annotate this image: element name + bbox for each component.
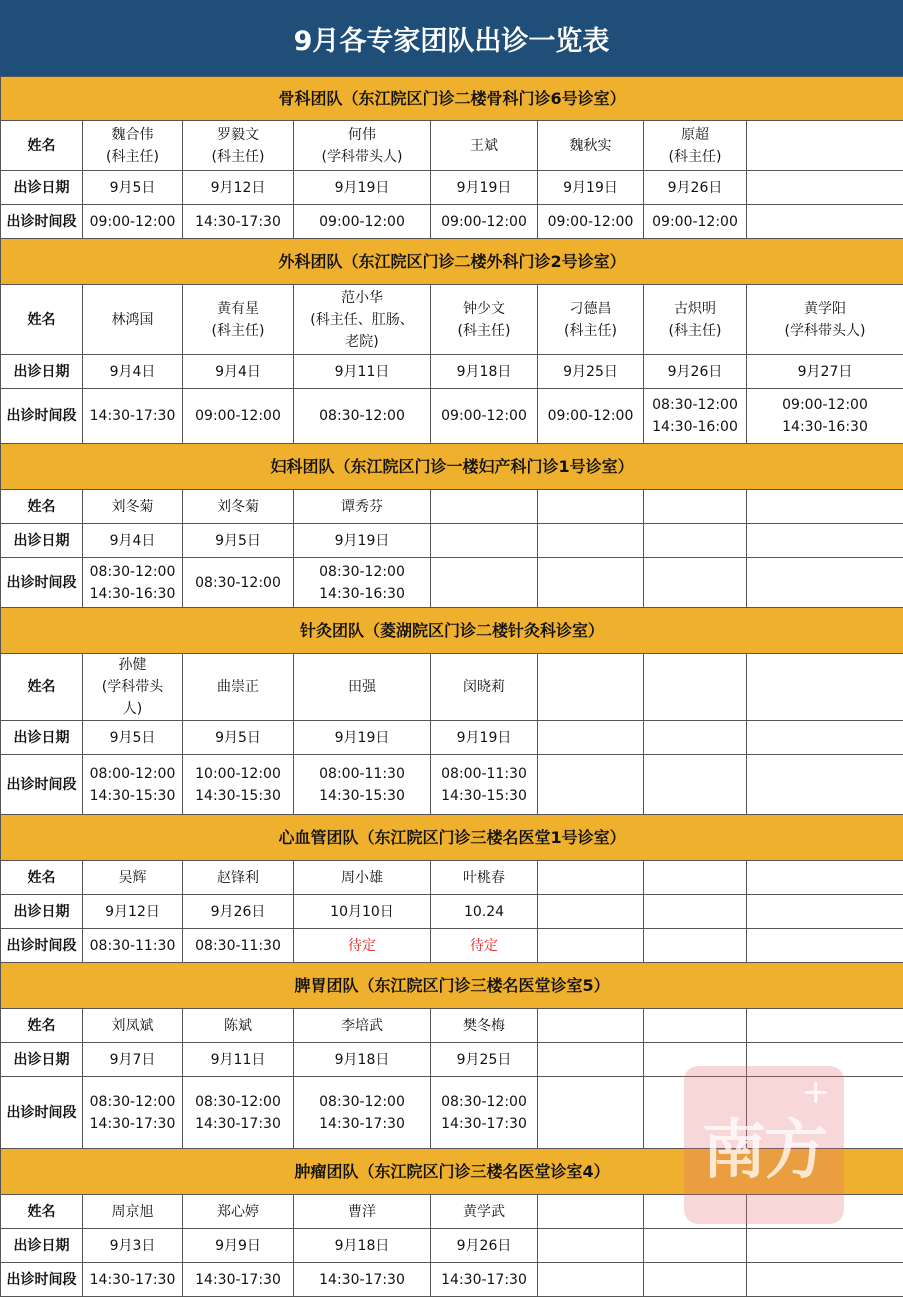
visit-date-cell: 9月12日 — [83, 895, 183, 929]
visit-date-cell: 9月3日 — [83, 1229, 183, 1263]
doctor-name-line: 李培武 — [294, 1015, 430, 1037]
doctor-name-line: 曲崇正 — [183, 676, 293, 698]
doctor-name-line: 范小华 — [294, 287, 430, 309]
doctor-name-line: (学科带头人) — [294, 146, 430, 168]
visit-date-cell: 9月26日 — [644, 171, 747, 205]
section-header: 肿瘤团队（东江院区门诊三楼名医堂诊室4） — [1, 1149, 903, 1195]
empty-cell — [747, 490, 903, 524]
visit-time-cell — [294, 1077, 431, 1149]
time-row — [1, 389, 903, 444]
empty-cell — [538, 1229, 644, 1263]
visit-time-cell — [83, 389, 183, 444]
visit-time-cell — [83, 205, 183, 239]
section-header: 针灸团队（菱湖院区门诊二楼针灸科诊室） — [1, 608, 903, 654]
visit-time-line: 08:30-12:00 — [294, 1091, 430, 1113]
visit-date-cell: 9月4日 — [183, 355, 294, 389]
empty-cell — [747, 895, 903, 929]
section-header-row — [1, 963, 903, 1009]
empty-cell — [747, 654, 903, 721]
visit-time-line: 09:00-12:00 — [294, 211, 430, 233]
time-row — [1, 205, 903, 239]
visit-date-cell: 9月25日 — [538, 355, 644, 389]
empty-cell — [644, 721, 747, 755]
empty-cell — [538, 1195, 644, 1229]
doctor-name-cell — [294, 490, 431, 524]
visit-time-line: 14:30-16:30 — [294, 583, 430, 605]
doctor-name-cell — [183, 121, 294, 171]
doctor-name-cell — [431, 654, 538, 721]
visit-date-cell: 9月9日 — [183, 1229, 294, 1263]
visit-time-cell — [294, 389, 431, 444]
visit-time-line: 08:30-11:30 — [183, 935, 293, 957]
doctor-name-line: 黄学武 — [431, 1201, 537, 1223]
watermark-plus: + — [802, 1072, 831, 1112]
empty-cell — [644, 895, 747, 929]
doctor-name-line: 周小雄 — [294, 867, 430, 889]
doctor-name-cell — [83, 654, 183, 721]
visit-time-cell — [183, 1263, 294, 1297]
row-label: 出诊时间段 — [1, 205, 83, 239]
visit-time-cell — [644, 205, 747, 239]
date-row — [1, 524, 903, 558]
name-row — [1, 1195, 903, 1229]
doctor-name-cell — [294, 121, 431, 171]
section-header-row — [1, 77, 903, 121]
doctor-name-cell — [644, 285, 747, 355]
visit-time-line: 14:30-17:30 — [83, 1269, 182, 1291]
doctor-name-line: (科主任) — [538, 320, 643, 342]
doctor-name-cell — [83, 1195, 183, 1229]
row-label: 姓名 — [1, 1009, 83, 1043]
empty-cell — [747, 171, 903, 205]
doctor-name-line: 孙健 — [83, 654, 182, 676]
empty-cell — [538, 861, 644, 895]
time-row — [1, 755, 903, 815]
empty-cell — [538, 1043, 644, 1077]
visit-time-line: 08:00-12:00 — [83, 763, 182, 785]
empty-cell — [644, 1009, 747, 1043]
time-row — [1, 1077, 903, 1149]
visit-date-cell: 9月19日 — [294, 171, 431, 205]
visit-time-line: 14:30-16:30 — [747, 416, 903, 438]
section-header-row — [1, 239, 903, 285]
doctor-name-line: (科主任) — [183, 146, 293, 168]
section-header-row — [1, 444, 903, 490]
name-row — [1, 1009, 903, 1043]
empty-cell — [747, 558, 903, 608]
visit-time-cell — [83, 558, 183, 608]
doctor-name-cell — [538, 121, 644, 171]
visit-date-cell: 9月19日 — [538, 171, 644, 205]
row-label: 姓名 — [1, 654, 83, 721]
empty-cell — [644, 1043, 747, 1077]
empty-cell — [747, 721, 903, 755]
visit-time-line: 08:30-12:00 — [294, 405, 430, 427]
empty-cell — [644, 1077, 747, 1149]
row-label: 姓名 — [1, 1195, 83, 1229]
doctor-name-line: 何伟 — [294, 124, 430, 146]
visit-date-cell: 9月26日 — [644, 355, 747, 389]
doctor-name-cell — [431, 861, 538, 895]
doctor-name-line: 刘冬菊 — [83, 496, 182, 518]
visit-date-cell: 9月18日 — [294, 1043, 431, 1077]
visit-time-line: 14:30-17:30 — [183, 211, 293, 233]
empty-cell — [747, 1229, 903, 1263]
visit-time-line: 14:30-17:30 — [183, 1113, 293, 1135]
empty-cell — [538, 895, 644, 929]
visit-time-cell — [431, 1077, 538, 1149]
doctor-name-line: 陈斌 — [183, 1015, 293, 1037]
visit-time-line: 09:00-12:00 — [431, 211, 537, 233]
empty-cell — [644, 558, 747, 608]
doctor-name-line: 原超 — [644, 124, 746, 146]
empty-cell — [538, 558, 644, 608]
visit-time-cell — [294, 558, 431, 608]
row-label: 姓名 — [1, 121, 83, 171]
doctor-name-line: 王斌 — [431, 135, 537, 157]
row-label: 出诊时间段 — [1, 1077, 83, 1149]
visit-date-cell: 9月18日 — [431, 355, 538, 389]
visit-date-cell: 9月26日 — [183, 895, 294, 929]
doctor-name-line: 周京旭 — [83, 1201, 182, 1223]
visit-date-cell: 9月5日 — [183, 524, 294, 558]
doctor-name-line: 曹洋 — [294, 1201, 430, 1223]
visit-time-cell — [183, 389, 294, 444]
doctor-name-line: 吴辉 — [83, 867, 182, 889]
visit-time-line: 08:30-11:30 — [83, 935, 182, 957]
date-row — [1, 355, 903, 389]
time-row — [1, 1263, 903, 1297]
doctor-name-line: 赵锋利 — [183, 867, 293, 889]
visit-date-cell: 9月5日 — [83, 171, 183, 205]
doctor-name-cell — [294, 1195, 431, 1229]
empty-cell — [538, 1077, 644, 1149]
visit-time-line: 14:30-17:30 — [83, 1113, 182, 1135]
visit-time-line: 08:00-11:30 — [294, 763, 430, 785]
visit-time-line: 08:30-12:00 — [431, 1091, 537, 1113]
visit-date-cell: 9月5日 — [83, 721, 183, 755]
empty-cell — [747, 524, 903, 558]
visit-date-cell: 10.24 — [431, 895, 538, 929]
doctor-name-cell — [183, 1195, 294, 1229]
doctor-name-cell — [183, 654, 294, 721]
time-row — [1, 558, 903, 608]
visit-date-cell: 9月19日 — [431, 721, 538, 755]
visit-time-cell — [183, 1077, 294, 1149]
visit-time-line: 09:00-12:00 — [538, 211, 643, 233]
row-label: 出诊时间段 — [1, 558, 83, 608]
empty-cell — [644, 1195, 747, 1229]
doctor-name-line: (学科带头 — [83, 676, 182, 698]
visit-time-line: 14:30-17:30 — [431, 1113, 537, 1135]
section-header: 脾胃团队（东江院区门诊三楼名医堂诊室5） — [1, 963, 903, 1009]
visit-time-cell — [83, 1263, 183, 1297]
doctor-name-cell — [183, 1009, 294, 1043]
page-title: 9月各专家团队出诊一览表 — [0, 0, 903, 76]
visit-time-cell — [294, 929, 431, 963]
visit-time-line: 14:30-17:30 — [294, 1113, 430, 1135]
empty-cell — [644, 755, 747, 815]
visit-time-line: 09:00-12:00 — [83, 211, 182, 233]
empty-cell — [644, 654, 747, 721]
row-label: 出诊日期 — [1, 1043, 83, 1077]
visit-time-line: 08:00-11:30 — [431, 763, 537, 785]
doctor-name-cell — [83, 285, 183, 355]
visit-time-line: 待定 — [431, 935, 537, 957]
visit-time-cell — [538, 205, 644, 239]
empty-cell — [538, 1009, 644, 1043]
visit-time-cell — [431, 1263, 538, 1297]
empty-cell — [644, 1229, 747, 1263]
visit-date-cell: 9月25日 — [431, 1043, 538, 1077]
section-header-row — [1, 815, 903, 861]
empty-cell — [747, 121, 903, 171]
doctor-name-line: (学科带头人) — [747, 320, 903, 342]
doctor-name-line: 人) — [83, 698, 182, 720]
visit-time-line: 08:30-12:00 — [183, 1091, 293, 1113]
doctor-name-line: 叶桃春 — [431, 867, 537, 889]
doctor-name-cell — [183, 285, 294, 355]
visit-date-cell: 9月5日 — [183, 721, 294, 755]
doctor-name-cell — [183, 490, 294, 524]
date-row — [1, 1229, 903, 1263]
empty-cell — [538, 524, 644, 558]
doctor-name-line: 刁德昌 — [538, 298, 643, 320]
doctor-name-cell — [431, 285, 538, 355]
name-row — [1, 121, 903, 171]
row-label: 姓名 — [1, 285, 83, 355]
row-label: 出诊时间段 — [1, 389, 83, 444]
empty-cell — [644, 861, 747, 895]
row-label: 出诊日期 — [1, 355, 83, 389]
empty-cell — [538, 755, 644, 815]
schedule-table — [0, 76, 903, 1297]
visit-time-cell — [538, 389, 644, 444]
visit-time-line: 08:30-12:00 — [183, 572, 293, 594]
section-header: 心血管团队（东江院区门诊三楼名医堂1号诊室） — [1, 815, 903, 861]
doctor-name-line: (科主任) — [183, 320, 293, 342]
visit-time-line: 14:30-15:30 — [294, 785, 430, 807]
visit-time-cell — [294, 755, 431, 815]
date-row — [1, 1043, 903, 1077]
visit-time-cell — [83, 755, 183, 815]
empty-cell — [644, 524, 747, 558]
doctor-name-line: 黄学阳 — [747, 298, 903, 320]
doctor-name-cell — [294, 654, 431, 721]
empty-cell — [747, 929, 903, 963]
visit-time-line: 14:30-17:30 — [83, 405, 182, 427]
empty-cell — [747, 1077, 903, 1149]
visit-time-line: 09:00-12:00 — [183, 405, 293, 427]
visit-time-cell — [83, 929, 183, 963]
row-label: 出诊日期 — [1, 171, 83, 205]
visit-time-cell — [431, 205, 538, 239]
empty-cell — [538, 654, 644, 721]
visit-time-line: 09:00-12:00 — [747, 394, 903, 416]
doctor-name-cell — [431, 121, 538, 171]
visit-time-cell — [183, 558, 294, 608]
visit-time-line: 08:30-12:00 — [644, 394, 746, 416]
visit-time-cell — [183, 755, 294, 815]
section-header: 骨科团队（东江院区门诊二楼骨科门诊6号诊室） — [1, 77, 903, 121]
visit-time-line: 08:30-12:00 — [83, 1091, 182, 1113]
doctor-name-cell — [83, 861, 183, 895]
date-row — [1, 721, 903, 755]
visit-time-line: 14:30-17:30 — [431, 1269, 537, 1291]
doctor-name-line: 樊冬梅 — [431, 1015, 537, 1037]
visit-time-cell — [83, 1077, 183, 1149]
visit-date-cell: 10月10日 — [294, 895, 431, 929]
visit-time-cell — [431, 929, 538, 963]
visit-date-cell: 9月26日 — [431, 1229, 538, 1263]
empty-cell — [644, 1263, 747, 1297]
empty-cell — [538, 929, 644, 963]
empty-cell — [747, 755, 903, 815]
doctor-name-line: (科主任) — [83, 146, 182, 168]
time-row — [1, 929, 903, 963]
visit-time-cell — [294, 1263, 431, 1297]
empty-cell — [747, 205, 903, 239]
doctor-name-line: (科主任) — [431, 320, 537, 342]
visit-time-cell — [294, 205, 431, 239]
visit-time-line: 10:00-12:00 — [183, 763, 293, 785]
empty-cell — [644, 929, 747, 963]
doctor-name-cell — [183, 861, 294, 895]
doctor-name-cell — [538, 285, 644, 355]
name-row — [1, 490, 903, 524]
row-label: 出诊时间段 — [1, 1263, 83, 1297]
date-row — [1, 171, 903, 205]
doctor-name-line: 钟少文 — [431, 298, 537, 320]
doctor-name-line: 罗毅文 — [183, 124, 293, 146]
doctor-name-cell — [294, 1009, 431, 1043]
empty-cell — [538, 721, 644, 755]
doctor-name-line: 刘冬菊 — [183, 496, 293, 518]
name-row — [1, 285, 903, 355]
visit-time-line: 14:30-15:30 — [83, 785, 182, 807]
doctor-name-cell — [294, 285, 431, 355]
empty-cell — [747, 1009, 903, 1043]
doctor-name-line: 林鸿国 — [83, 309, 182, 331]
visit-date-cell: 9月4日 — [83, 355, 183, 389]
doctor-name-cell — [431, 1195, 538, 1229]
doctor-name-line: 谭秀芬 — [294, 496, 430, 518]
row-label: 姓名 — [1, 490, 83, 524]
empty-cell — [747, 1195, 903, 1229]
visit-time-line: 09:00-12:00 — [644, 211, 746, 233]
visit-time-line: 14:30-16:30 — [83, 583, 182, 605]
doctor-name-line: 古炽明 — [644, 298, 746, 320]
visit-time-line: 08:30-12:00 — [83, 561, 182, 583]
row-label: 出诊时间段 — [1, 755, 83, 815]
row-label: 出诊时间段 — [1, 929, 83, 963]
visit-time-line: 14:30-15:30 — [183, 785, 293, 807]
row-label: 出诊日期 — [1, 524, 83, 558]
section-header-row — [1, 1149, 903, 1195]
visit-time-cell — [747, 389, 903, 444]
empty-cell — [747, 861, 903, 895]
visit-time-line: 待定 — [294, 935, 430, 957]
visit-date-cell: 9月4日 — [83, 524, 183, 558]
visit-time-cell — [183, 929, 294, 963]
empty-cell — [644, 490, 747, 524]
empty-cell — [538, 490, 644, 524]
doctor-name-cell — [747, 285, 903, 355]
doctor-name-line: 郑心婷 — [183, 1201, 293, 1223]
visit-date-cell: 9月18日 — [294, 1229, 431, 1263]
row-label: 出诊日期 — [1, 721, 83, 755]
doctor-name-line: 刘凤斌 — [83, 1015, 182, 1037]
visit-time-line: 14:30-17:30 — [294, 1269, 430, 1291]
doctor-name-line: (科主任) — [644, 146, 746, 168]
row-label: 出诊日期 — [1, 1229, 83, 1263]
doctor-name-cell — [431, 1009, 538, 1043]
doctor-name-line: (科主任、肛肠、 — [294, 309, 430, 331]
doctor-name-line: 黄有星 — [183, 298, 293, 320]
visit-time-line: 14:30-16:00 — [644, 416, 746, 438]
empty-cell — [747, 1043, 903, 1077]
visit-time-cell — [431, 755, 538, 815]
visit-time-line: 09:00-12:00 — [431, 405, 537, 427]
visit-date-cell: 9月11日 — [183, 1043, 294, 1077]
section-header: 外科团队（东江院区门诊二楼外科门诊2号诊室） — [1, 239, 903, 285]
doctor-name-line: 田强 — [294, 676, 430, 698]
visit-time-cell — [183, 205, 294, 239]
visit-time-cell — [431, 389, 538, 444]
doctor-name-cell — [644, 121, 747, 171]
empty-cell — [431, 558, 538, 608]
empty-cell — [431, 490, 538, 524]
name-row — [1, 654, 903, 721]
empty-cell — [747, 1263, 903, 1297]
row-label: 姓名 — [1, 861, 83, 895]
doctor-name-cell — [83, 1009, 183, 1043]
doctor-name-line: 闵晓莉 — [431, 676, 537, 698]
doctor-name-cell — [294, 861, 431, 895]
empty-cell — [538, 1263, 644, 1297]
doctor-name-line: 魏合伟 — [83, 124, 182, 146]
empty-cell — [431, 524, 538, 558]
visit-time-cell — [644, 389, 747, 444]
section-header-row — [1, 608, 903, 654]
visit-time-line: 14:30-15:30 — [431, 785, 537, 807]
doctor-name-line: 魏秋实 — [538, 135, 643, 157]
visit-date-cell: 9月12日 — [183, 171, 294, 205]
doctor-name-cell — [83, 121, 183, 171]
doctor-name-cell — [83, 490, 183, 524]
visit-date-cell: 9月27日 — [747, 355, 903, 389]
visit-date-cell: 9月19日 — [431, 171, 538, 205]
section-header: 妇科团队（东江院区门诊一楼妇产科门诊1号诊室） — [1, 444, 903, 490]
name-row — [1, 861, 903, 895]
visit-time-line: 14:30-17:30 — [183, 1269, 293, 1291]
visit-date-cell: 9月11日 — [294, 355, 431, 389]
visit-date-cell: 9月19日 — [294, 524, 431, 558]
date-row — [1, 895, 903, 929]
visit-date-cell: 9月19日 — [294, 721, 431, 755]
doctor-name-line: (科主任) — [644, 320, 746, 342]
watermark-logo-text: 南方 — [702, 1099, 826, 1191]
visit-time-line: 09:00-12:00 — [538, 405, 643, 427]
doctor-name-line: 老院) — [294, 331, 430, 353]
row-label: 出诊日期 — [1, 895, 83, 929]
visit-date-cell: 9月7日 — [83, 1043, 183, 1077]
visit-time-line: 08:30-12:00 — [294, 561, 430, 583]
